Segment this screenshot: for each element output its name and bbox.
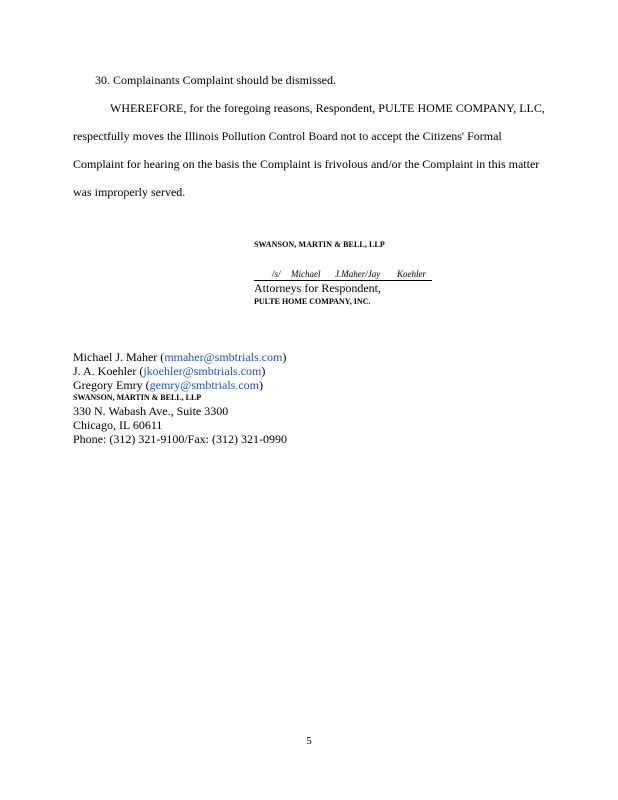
- wherefore-line: was improperly served.: [73, 185, 186, 199]
- wherefore-line: respectfully moves the Illinois Pollution Control Board not to accept the Citizens' Formal: [73, 129, 502, 143]
- contact-close: ): [261, 364, 266, 378]
- contact-close: ): [259, 378, 264, 392]
- contact-name: J. A. Koehler (: [73, 364, 144, 378]
- email-link[interactable]: gemry@smbtrials.com: [149, 378, 260, 392]
- contact-close: ): [282, 350, 287, 364]
- address-city: Chicago, IL 60611: [73, 418, 163, 432]
- email-link[interactable]: jkoehler@smbtrials.com: [143, 364, 262, 378]
- contact-row: [73, 350, 287, 364]
- signature-koehler: Koehler: [397, 269, 426, 279]
- contact-row: [73, 378, 287, 392]
- wherefore-line: Complaint for hearing on the basis the Complaint is frivolous and/or the Complaint in this matter: [73, 157, 540, 171]
- signature-slash: /s/: [272, 269, 281, 279]
- client-name: PULTE HOME COMPANY, INC.: [254, 297, 371, 306]
- phone-fax: Phone: (312) 321-9100/Fax: (312) 321-0990: [73, 432, 287, 446]
- wherefore-line: WHEREFORE, for the foregoing reasons, Respondent, PULTE HOME COMPANY, LLC,: [110, 101, 545, 115]
- paragraph-number: 30.: [95, 73, 110, 87]
- signature-first-name: Michael: [291, 269, 321, 279]
- address-firm: SWANSON, MARTIN & BELL, LLP: [73, 393, 202, 402]
- page-number: 5: [306, 735, 312, 747]
- email-link[interactable]: mmaher@smbtrials.com: [164, 350, 283, 364]
- paragraph-text: Complainants Complaint should be dismissed.: [113, 73, 336, 87]
- signature-maher-jay: J.Maher/Jay: [335, 269, 381, 279]
- wherefore-paragraph: [73, 94, 573, 206]
- signature-firm-name: SWANSON, MARTIN & BELL, LLP: [254, 240, 385, 249]
- paragraph-30: [73, 66, 573, 94]
- address-street: 330 N. Wabash Ave., Suite 3300: [73, 404, 229, 418]
- contact-row: [73, 364, 287, 378]
- attorneys-for-label: Attorneys for Respondent,: [254, 281, 381, 295]
- contact-name: Gregory Emry (: [73, 378, 150, 392]
- contact-name: Michael J. Maher (: [73, 350, 165, 364]
- signature-line: [254, 268, 432, 281]
- contact-block: [73, 350, 287, 446]
